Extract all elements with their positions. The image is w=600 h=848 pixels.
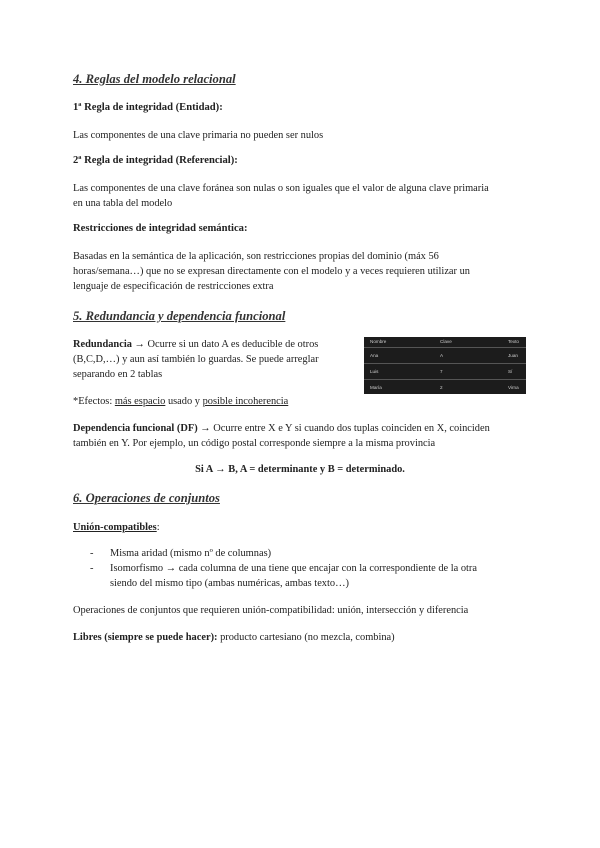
redundancy-line1	[73, 337, 318, 352]
table-cell: María	[370, 385, 382, 390]
restrictions-heading: Restricciones de integridad semántica:	[73, 223, 248, 234]
effects-incoherence: posible incoherencia	[202, 396, 289, 407]
df-text: → Ocurre entre X e Y si cuando dos tuplas coinciden en X, coinciden	[197, 423, 490, 434]
table-cell: Sí	[508, 369, 513, 374]
redundancy-line3: separando en 2 tablas	[73, 369, 163, 380]
union-heading-line	[73, 520, 160, 535]
union-conditions-list	[90, 546, 510, 591]
redundancy-term: Redundancia	[73, 339, 132, 350]
section-4-heading: 4. Reglas del modelo relacional	[73, 72, 236, 86]
section-6-heading: 6. Operaciones de conjuntos	[73, 491, 220, 505]
table-row	[364, 379, 526, 395]
effects-line	[73, 394, 288, 409]
df-rule: Si A → B, A = determinante y B = determinado.	[195, 464, 405, 475]
table-cell: Ana	[370, 353, 379, 358]
table-row	[364, 347, 526, 364]
list-item-text: Misma aridad (mismo nº de columnas)	[110, 548, 272, 559]
table-cell: Virna	[508, 385, 519, 390]
df-line2: también en Y. Por ejemplo, un código postal corresponde siempre a la misma provincia	[73, 438, 436, 449]
table-header-1: Nombre	[370, 339, 387, 344]
effects-space: más espacio	[114, 396, 166, 407]
table-row	[364, 363, 526, 380]
restrictions-text-line3: lenguaje de especificación de restricciones extra	[73, 281, 274, 292]
df-term: Dependencia funcional (DF)	[73, 423, 198, 434]
libres-text: producto cartesiano (no mezcla, combina)	[217, 632, 395, 643]
df-line1	[73, 421, 490, 436]
rule1-heading: 1ª Regla de integridad (Entidad):	[73, 102, 223, 113]
libres-term: Libres (siempre se puede hacer):	[73, 632, 218, 643]
union-term: Unión-compatibles	[73, 522, 157, 533]
union-colon: :	[156, 522, 160, 533]
effects-mid: usado y	[165, 396, 203, 407]
table-header-3: Texto	[508, 339, 519, 344]
list-item	[90, 561, 510, 576]
list-item-continuation	[90, 576, 510, 591]
effects-prefix: *Efectos:	[73, 396, 115, 407]
rule2-text-line1: Las componentes de una clave foránea son nulas o son iguales que el valor de alguna clave primaria	[73, 183, 489, 194]
table-cell: Juan	[508, 353, 518, 358]
operations-text: Operaciones de conjuntos que requieren unión-compatibilidad: unión, intersección y diferencia	[73, 605, 469, 616]
section-5-heading: 5. Redundancia y dependencia funcional	[73, 309, 286, 323]
table-cell: 7	[440, 369, 443, 374]
list-item-text: siendo del mismo tipo (ambas numéricas, ambas texto…)	[110, 578, 349, 589]
redundancy-line2: (B,C,D,…) y aun así también lo guardas. Se puede arreglar	[73, 354, 319, 365]
rule2-heading: 2ª Regla de integridad (Referencial):	[73, 155, 238, 166]
rule1-text: Las componentes de una clave primaria no pueden ser nulos	[73, 130, 324, 141]
example-table-image	[364, 337, 526, 394]
restrictions-text-line2: horas/semana…) que no se expresan directamente con el modelo y a veces requieren utilizar un	[73, 266, 470, 277]
restrictions-text-line1: Basadas en la semántica de la aplicación, son restricciones propias del dominio (máx 56	[73, 251, 439, 262]
rule2-text-line2: en una tabla del modelo	[73, 198, 173, 209]
table-cell: A	[440, 353, 444, 358]
libres-line	[73, 630, 395, 645]
table-cell: Luis	[370, 369, 379, 374]
list-item	[90, 546, 510, 561]
redundancy-text: → Ocurre si un dato A es deducible de otros	[131, 339, 319, 350]
list-item-text: Isomorfismo → cada columna de una tiene que encajar con la correspondiente de la otra	[110, 563, 477, 574]
table-header-2: Clave	[440, 339, 452, 344]
table-cell: 2	[440, 385, 443, 390]
